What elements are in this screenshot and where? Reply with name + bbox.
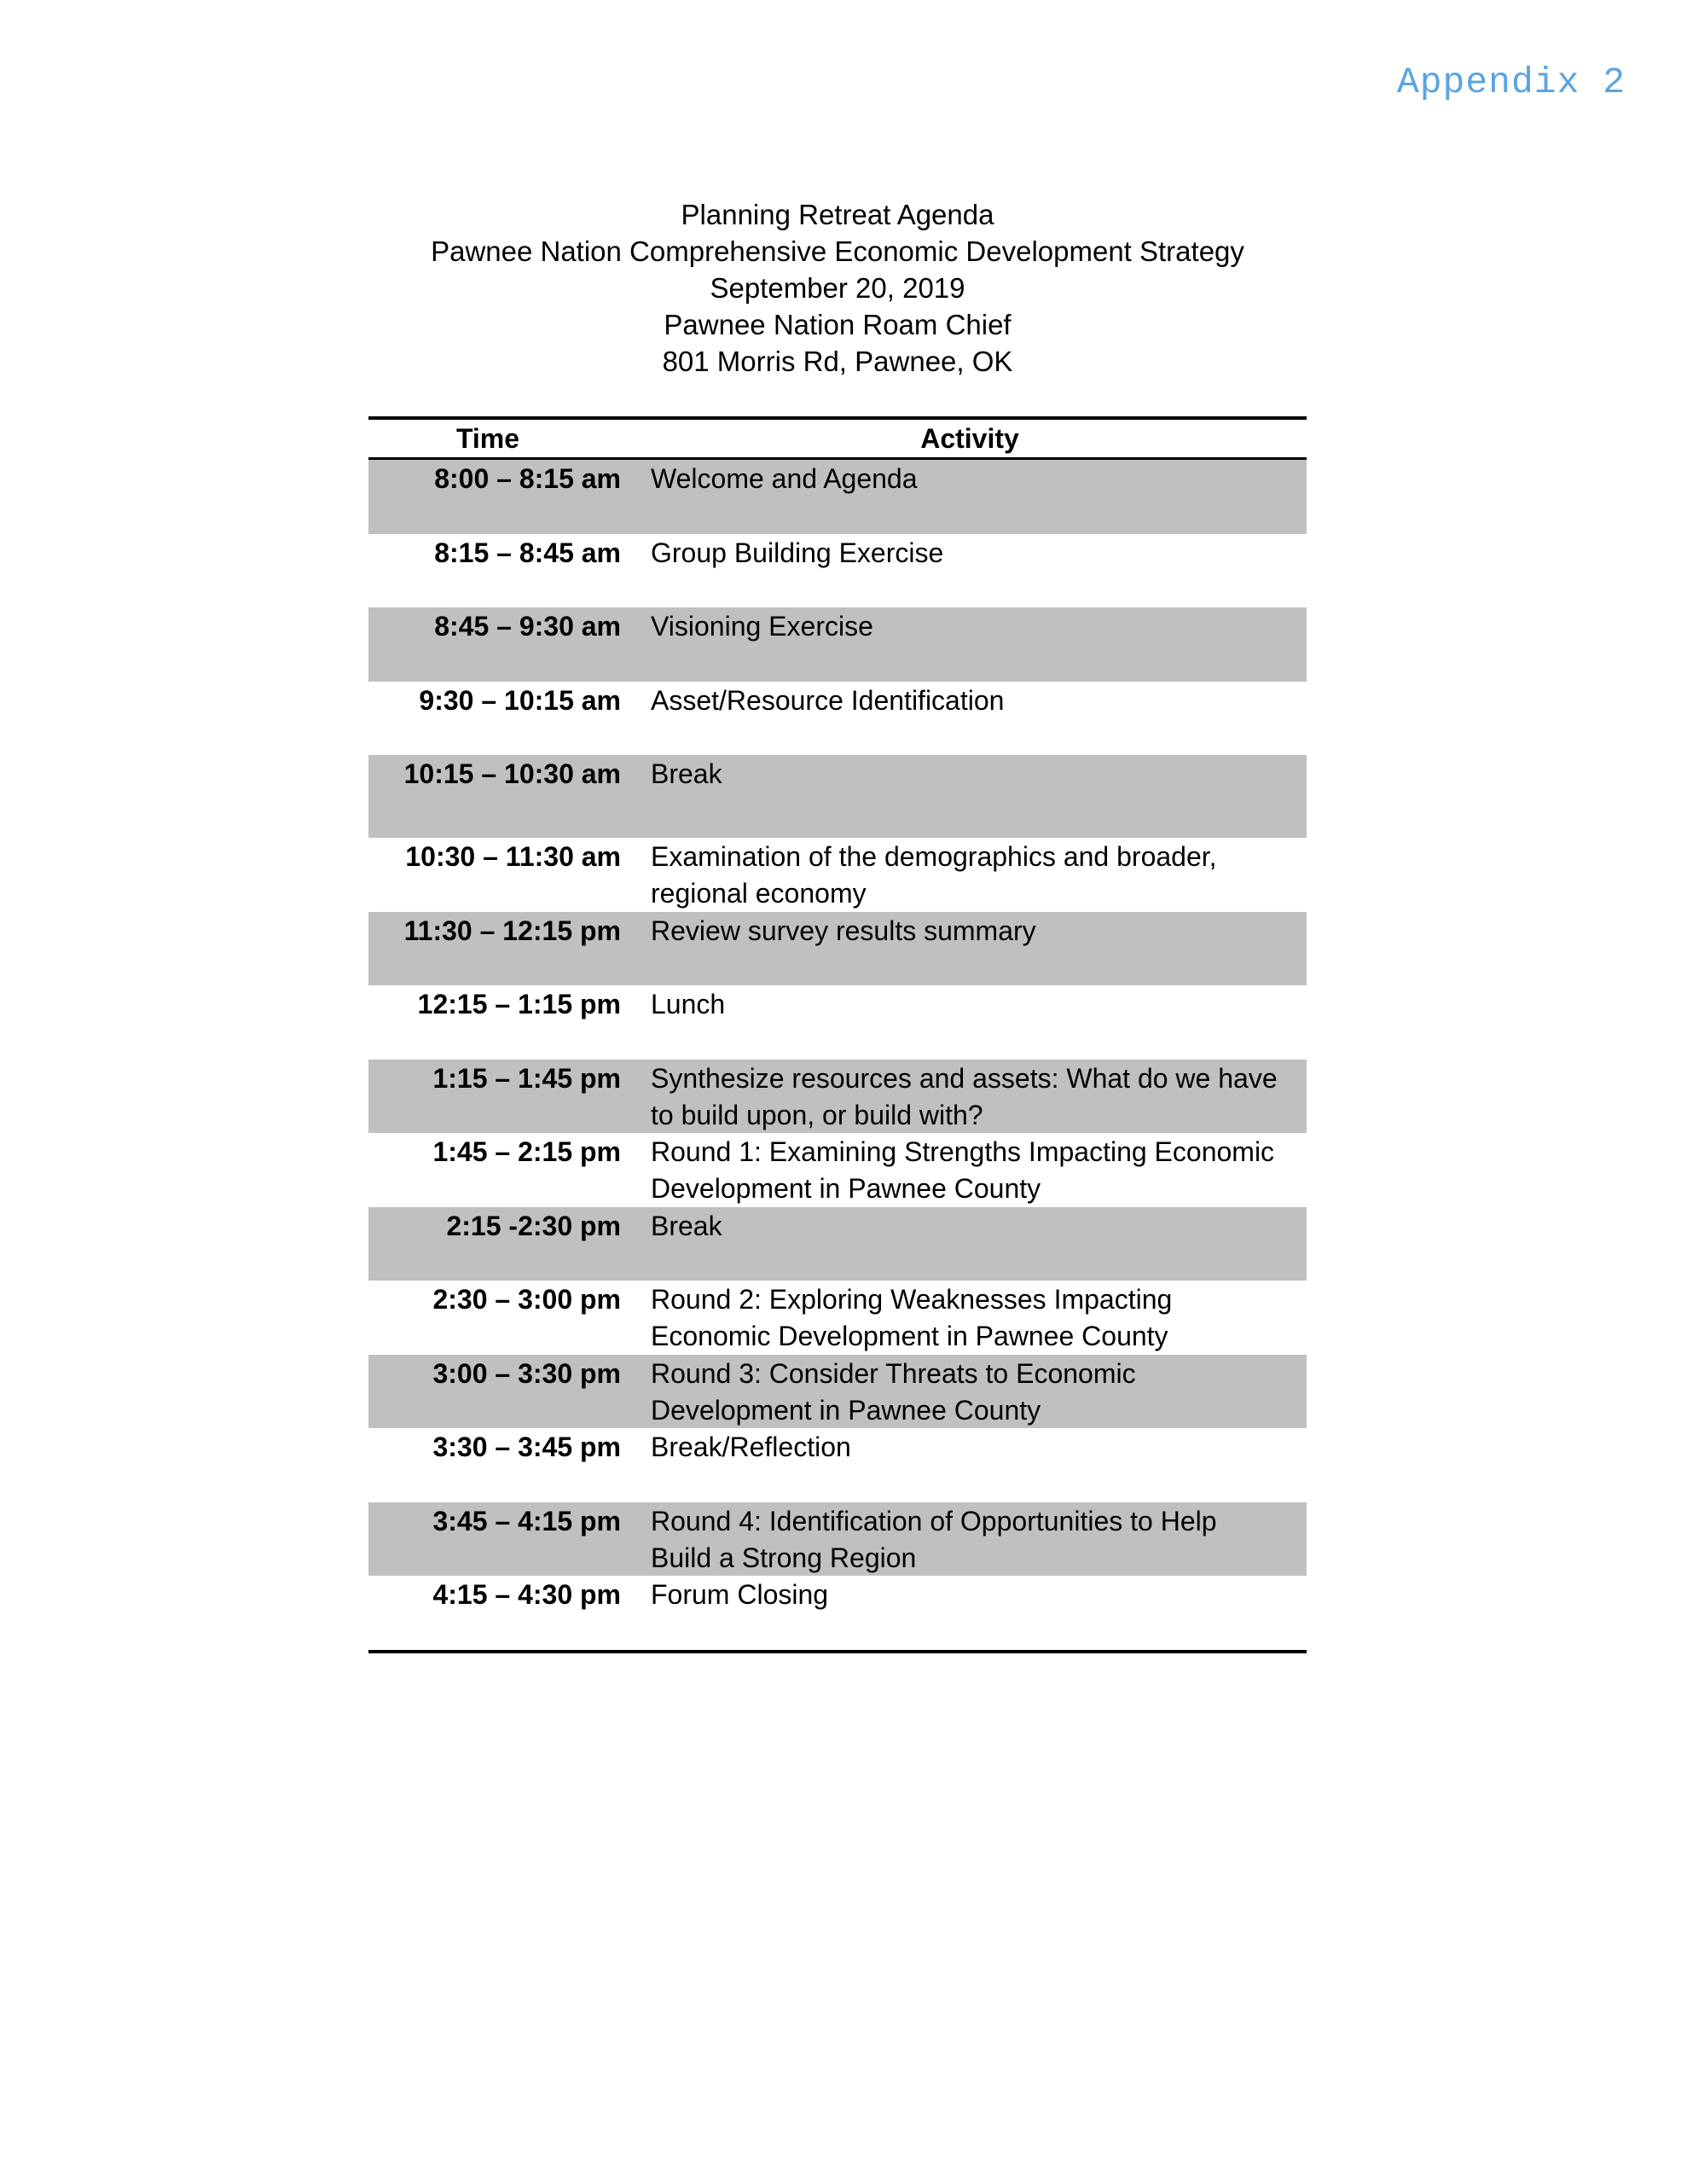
row-activity: Forum Closing	[651, 1579, 829, 1610]
table-row	[368, 460, 1307, 534]
table-header	[368, 420, 1307, 460]
row-time: 10:30 – 11:30 am	[405, 841, 621, 872]
row-time: 8:45 – 9:30 am	[434, 611, 621, 642]
table-row	[368, 1428, 1307, 1502]
row-time: 3:30 – 3:45 pm	[432, 1432, 621, 1462]
row-activity: Asset/Resource Identification	[651, 684, 1005, 716]
table-row	[368, 607, 1307, 682]
row-time: 3:45 – 4:15 pm	[432, 1505, 621, 1536]
row-activity: Break	[651, 758, 722, 789]
row-time: 8:00 – 8:15 am	[434, 463, 621, 494]
row-time: 3:00 – 3:30 pm	[432, 1357, 621, 1389]
header-venue: Pawnee Nation Roam Chief	[664, 309, 1012, 340]
row-time: 2:15 -2:30 pm	[446, 1210, 621, 1241]
row-time: 2:30 – 3:00 pm	[432, 1284, 621, 1315]
table-row	[368, 1355, 1307, 1429]
column-header-activity: Activity	[920, 423, 1019, 454]
table-row	[368, 1207, 1307, 1281]
row-time: 4:15 – 4:30 pm	[432, 1579, 621, 1610]
row-activity: Review survey results summary	[651, 915, 1036, 946]
table-row	[368, 682, 1307, 756]
row-activity: Synthesize resources and assets: What do we have to build upon, or build with?	[651, 1062, 1278, 1130]
row-time: 8:15 – 8:45 am	[434, 537, 621, 568]
header-title: Planning Retreat Agenda	[681, 199, 994, 230]
table-row	[368, 1576, 1307, 1650]
row-time: 12:15 – 1:15 pm	[417, 989, 621, 1019]
row-activity: Break	[651, 1210, 722, 1241]
row-time: 10:15 – 10:30 am	[403, 758, 621, 789]
row-activity: Welcome and Agenda	[651, 463, 918, 494]
row-activity: Lunch	[651, 989, 726, 1019]
header-date: September 20, 2019	[710, 272, 965, 304]
table-row	[368, 534, 1307, 608]
agenda-table	[368, 416, 1307, 1653]
table-row	[368, 1133, 1307, 1207]
table-row	[368, 838, 1307, 912]
row-activity: Break/Reflection	[651, 1432, 851, 1462]
row-activity: Examination of the demographics and broader, regional economy	[651, 841, 1217, 909]
table-row	[368, 1281, 1307, 1355]
row-activity: Round 4: Identification of Opportunities to Help Build a Strong Region	[651, 1505, 1217, 1573]
agenda-header	[368, 196, 1307, 380]
row-time: 1:45 – 2:15 pm	[432, 1136, 621, 1167]
row-activity: Round 2: Exploring Weaknesses Impacting Economic Development in Pawnee County	[651, 1284, 1173, 1351]
header-address: 801 Morris Rd, Pawnee, OK	[662, 346, 1013, 377]
row-activity: Round 3: Consider Threats to Economic Development in Pawnee County	[651, 1357, 1136, 1426]
row-time: 9:30 – 10:15 am	[419, 684, 621, 716]
row-activity: Group Building Exercise	[651, 537, 944, 568]
row-activity: Round 1: Examining Strengths Impacting Economic Development in Pawnee County	[651, 1136, 1275, 1204]
table-row	[368, 1502, 1307, 1577]
table-row	[368, 912, 1307, 986]
appendix-label: Appendix 2	[1396, 61, 1626, 103]
table-row	[368, 1060, 1307, 1134]
row-activity: Visioning Exercise	[651, 611, 873, 642]
row-time: 1:15 – 1:45 pm	[432, 1062, 621, 1094]
column-header-time: Time	[455, 423, 520, 454]
row-time: 11:30 – 12:15 pm	[403, 915, 621, 946]
header-subtitle: Pawnee Nation Comprehensive Economic Development Strategy	[431, 235, 1244, 267]
table-row	[368, 755, 1307, 838]
table-row	[368, 985, 1307, 1060]
